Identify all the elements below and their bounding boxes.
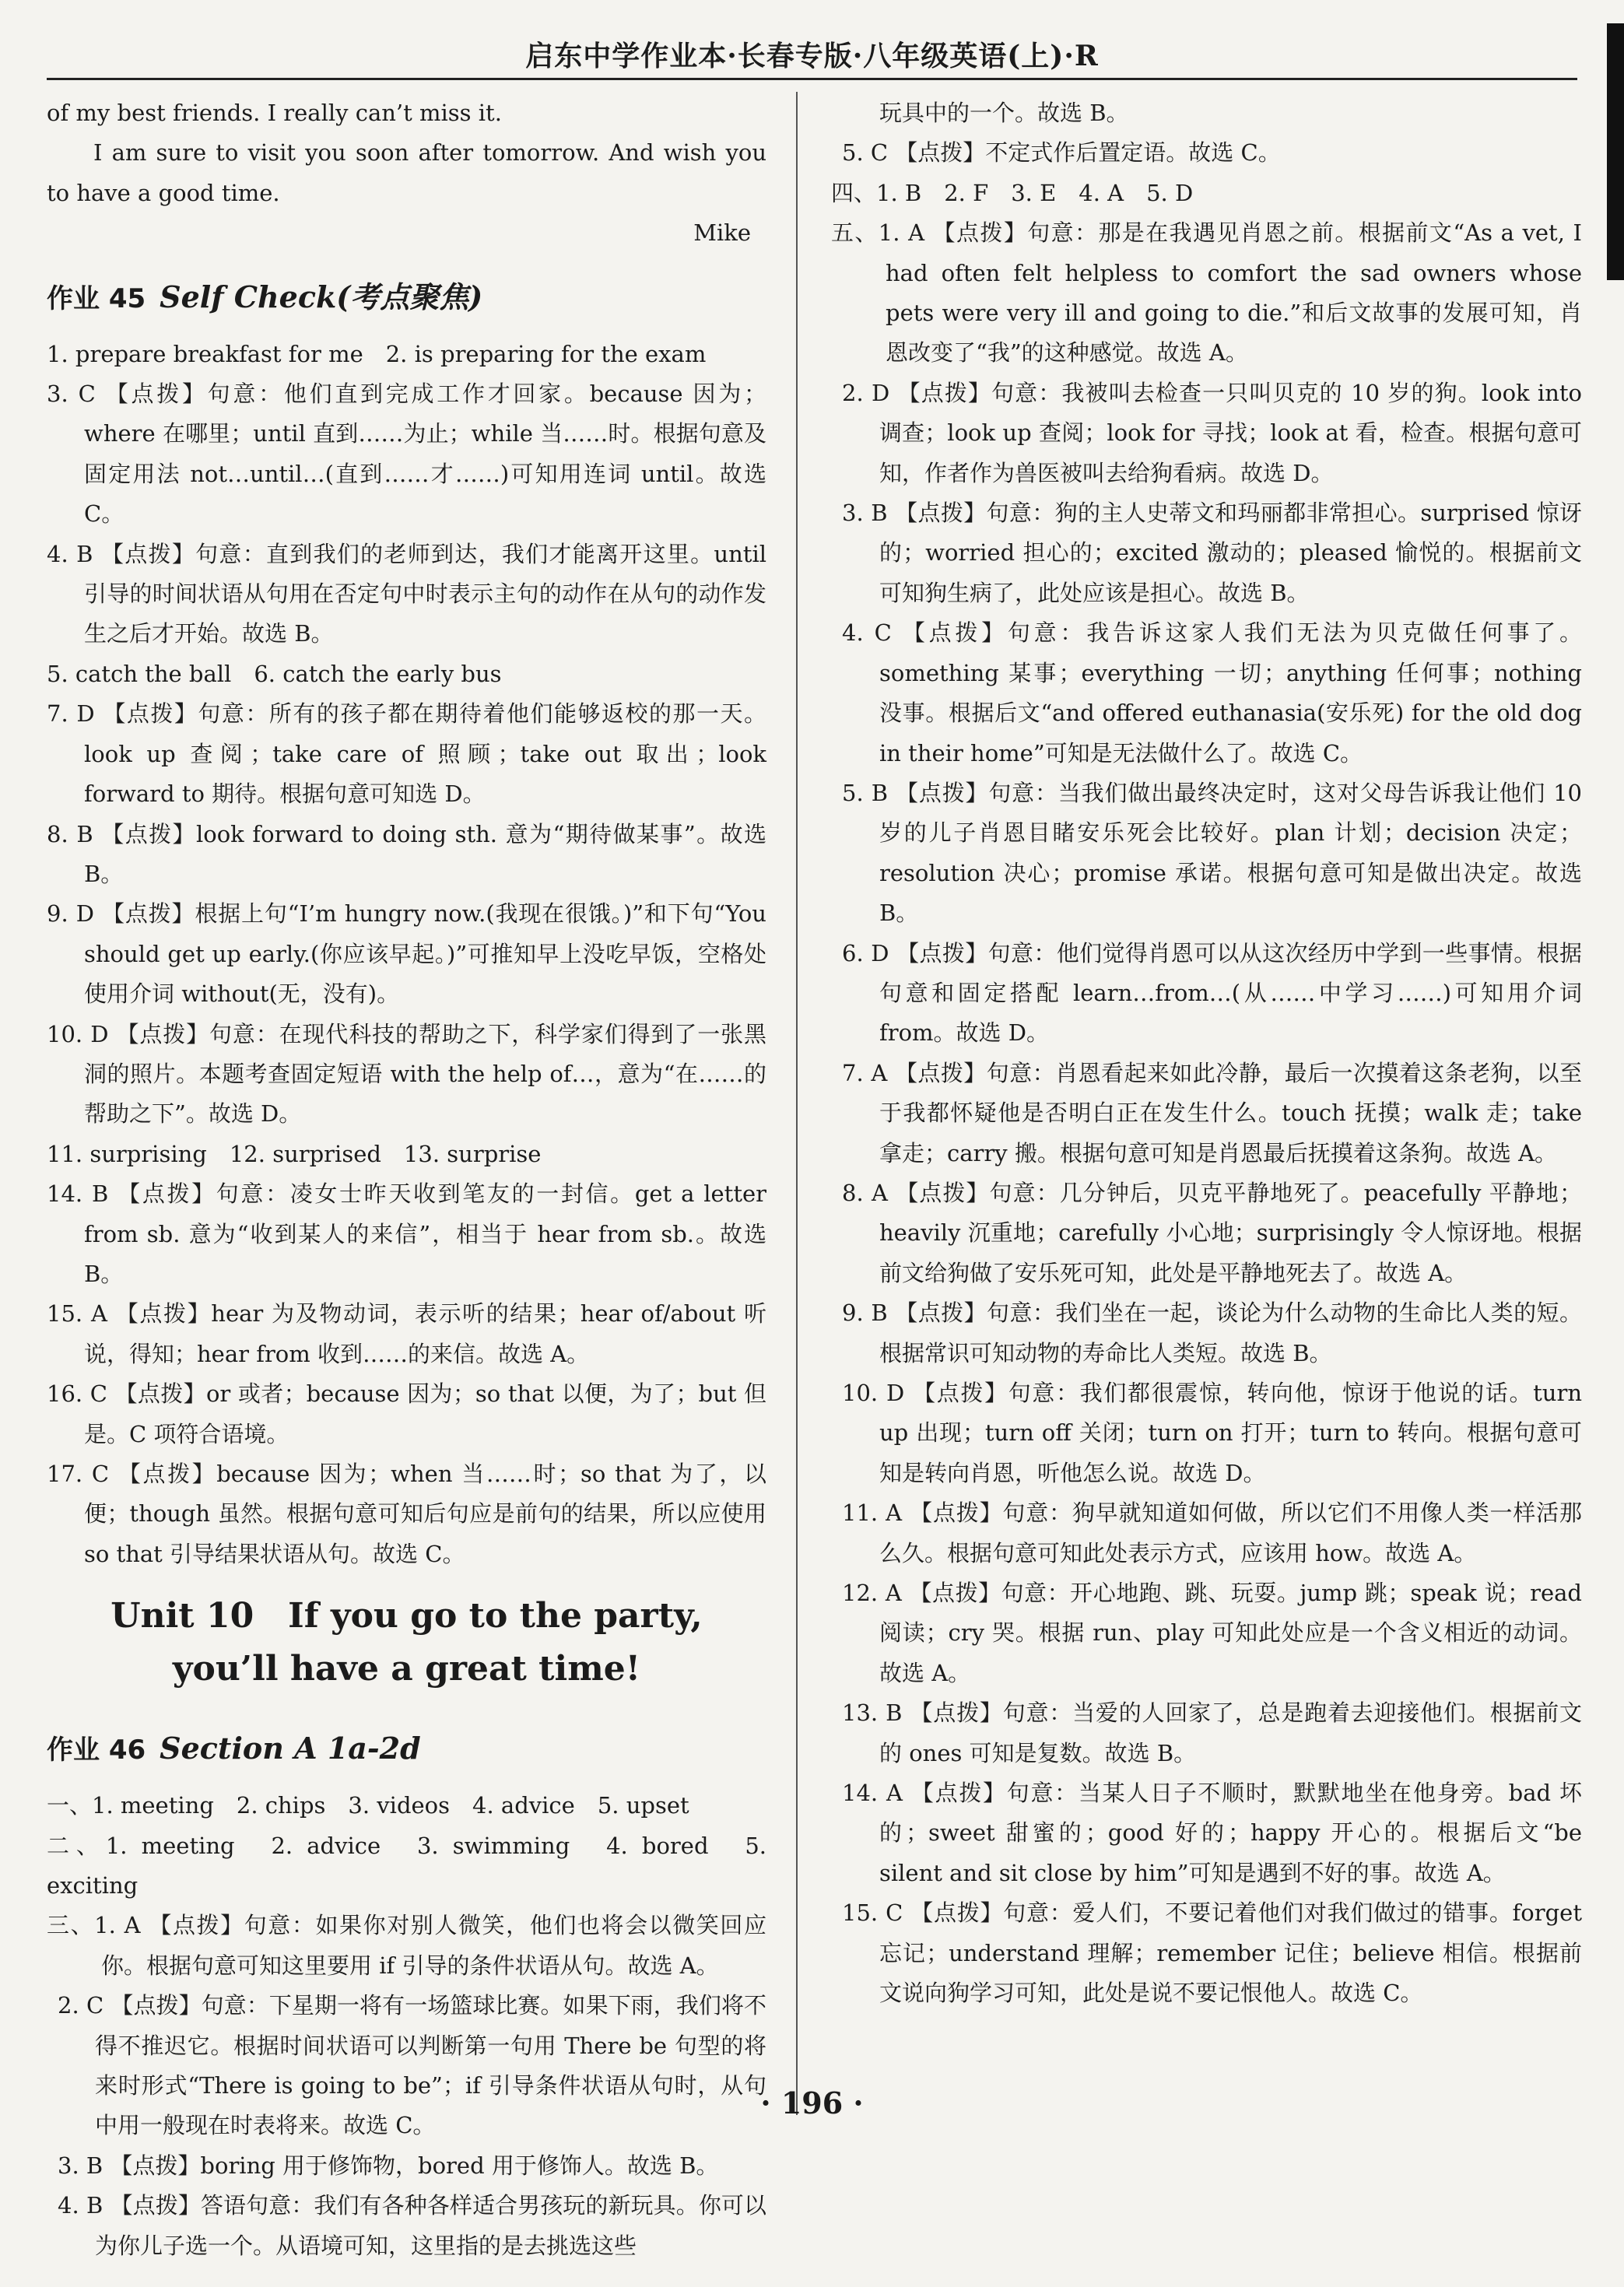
page-header: 启东中学作业本·长春专版·八年级英语(上)·R [525,40,1099,72]
answer-item: 一、1. meeting 2. chips 3. videos 4. advice 5. upset [47,1792,689,1819]
answer-item: 三、1. A 【点拨】句意：如果你对别人微笑，他们也将会以微笑回应你。根据句意可知这里要用 if 引导的条件状语从句。故选 A。 [47,1912,766,1979]
answer-item: 五、1. A 【点拨】句意：那是在我遇见肖恩之前。根据前文“As a vet, I had often felt helpless to comfort the sad owners whose pets were very ill and going to die.”和后文故事的发展可知，肖恩改变了“我”的这种感觉。故选 A。 [831,219,1582,367]
page-edge-bar [1607,23,1624,280]
answer-item: 2. C 【点拨】句意：下星期一将有一场篮球比赛。如果下雨，我们将不得不推迟它。根据时间状语可以判断第一句用 There be 句型的将来时形式“There is going to be”；if 引导条件状语从句时，从句中用一般现在时表将来。故选 C。 [58,1992,766,2139]
right-column [831,93,1582,2014]
answer-item: 4. C 【点拨】句意：我告诉这家人我们无法为贝克做任何事了。something 某事；everything 一切；anything 任何事；nothing 没事。根据后文“and offered euthanasia(安乐死) for the old dog in their home”可知是无法做什么了。故选 C。 [842,619,1582,766]
answer-item: 9. D 【点拨】根据上句“I’m hungry now.(我现在很饿。)”和下句“You should get up early.(你应该早起。)”可推知早上没吃早饭，空格处使用介词 without(无，没有)。 [47,900,766,1008]
section-title: Self Check(考点聚焦) [160,279,483,314]
answer-item: 6. D 【点拨】句意：他们觉得肖恩可以从这次经历中学到一些事情。根据句意和固定搭配 learn…from…(从……中学习……)可知用介词 from。故选 D。 [842,939,1582,1047]
answer-item: 4. B 【点拨】答语句意：我们有各种各样适合男孩玩的新玩具。你可以为你儿子选一个。从语境可知，这里指的是去挑选这些 [58,2192,766,2259]
answer-item: 10. D 【点拨】句意：我们都很震惊，转向他，惊讶于他说的话。turn up 出现；turn off 关闭；turn on 打开；turn to 转向。根据句意可知是转向肖恩，听他怎么说。故选 D。 [842,1380,1582,1486]
answer-item: 二、1. meeting 2. advice 3. swimming 4. bored 5. exciting [47,1832,766,1899]
letter-signature: Mike [693,219,751,247]
left-column [47,93,766,2266]
answer-item: 8. B 【点拨】look forward to doing sth. 意为“期待做某事”。故选 B。 [47,820,766,887]
letter-line: of my best friends. I really can’t miss it. [47,100,502,126]
answer-item: 3. C 【点拨】句意：他们直到完成工作才回家。because 因为；where 在哪里；until 直到……为止；while 当……时。根据句意及固定用法 not…until…(直到……才……)可知用连词 until。故选 C。 [47,381,766,528]
answer-item: 14. B 【点拨】句意：凌女士昨天收到笔友的一封信。get a letter from sb. 意为“收到某人的来信”，相当于 hear from sb.。故选 B。 [47,1180,766,1287]
answer-item: 15. C 【点拨】句意：爱人们，不要记着他们对我们做过的错事。forget 忘记；understand 理解；remember 记住；believe 相信。根据前文说向狗学习可知，此处是说不要记恨他人。故选 C。 [842,1899,1582,2007]
section-heading-hw45 [47,275,766,321]
answer-item: 5. catch the ball 6. catch the early bus [47,660,502,687]
answer-item: 13. B 【点拨】句意：当爱的人回家了，总是跑着去迎接他们。根据前文的 ones 可知是复数。故选 B。 [842,1699,1582,1766]
unit-title [47,1590,766,1696]
answer-item: 14. A 【点拨】句意：当某人日子不顺时，默默地坐在他身旁。bad 坏的；sweet 甜蜜的；good 好的；happy 开心的。根据后文“be silent and sit close by him”可知是遇到不好的事。故选 A。 [842,1780,1582,1886]
answer-item: 12. A 【点拨】句意：开心地跑、跳、玩耍。jump 跳；speak 说；read 阅读；cry 哭。根据 run、play 可知此处应是一个含义相近的动词。故选 A。 [842,1580,1582,1686]
homework-number: 作业 45 [47,282,146,314]
answer-item: 16. C 【点拨】or 或者；because 因为；so that 以便，为了；but 但是。C 项符合语境。 [47,1380,766,1447]
answer-item: 15. A 【点拨】hear 为及物动词，表示听的结果；hear of/about 听说，得知；hear from 收到……的来信。故选 A。 [47,1300,766,1367]
answer-item: 3. B 【点拨】boring 用于修饰物，bored 用于修饰人。故选 B。 [58,2152,719,2179]
page-number: · 196 · [760,2085,864,2120]
answer-item: 10. D 【点拨】句意：在现代科技的帮助之下，科学家们得到了一张黑洞的照片。本题考查固定短语 with the help of…，意为“在……的帮助之下”。故选 D。 [47,1020,766,1128]
answer-item: 7. A 【点拨】句意：肖恩看起来如此冷静，最后一次摸着这条老狗，以至于我都怀疑他是否明白正在发生什么。touch 抚摸；walk 走；take 拿走；carry 搬。根据句意可知是肖恩最后抚摸着这条狗。故选 A。 [842,1059,1582,1166]
unit-title-line: you’ll have a great time! [172,1649,641,1689]
answer-item: 8. A 【点拨】句意：几分钟后，贝克平静地死了。peacefully 平静地；heavily 沉重地；carefully 小心地；surprisingly 令人惊讶地。根据前文给狗做了安乐死可知，此处是平静地死去了。故选 A。 [842,1179,1582,1286]
answer-item: 5. C 【点拨】不定式作后置定语。故选 C。 [842,139,1281,167]
unit-title-line: Unit 10 If you go to the party, [110,1596,703,1636]
answer-item: 4. B 【点拨】句意：直到我们的老师到达，我们才能离开这里。until 引导的时间状语从句用在否定句中时表示主句的动作在从句的动作发生之后才开始。故选 B。 [47,540,766,647]
letter-line: I am sure to visit you soon after tomorrow. And wish you to have a good time. [47,139,766,206]
answer-item: 3. B 【点拨】句意：狗的主人史蒂文和玛丽都非常担心。surprised 惊讶的；worried 担心的；excited 激动的；pleased 愉悦的。根据前文可知狗生病了，此处应该是担心。故选 B。 [842,500,1582,606]
answer-item: 玩具中的一个。故选 B。 [879,100,1129,126]
answer-item: 1. prepare breakfast for me 2. is preparing for the exam [47,340,707,367]
answer-item: 四、1. B 2. F 3. E 4. A 5. D [831,179,1194,206]
section-heading-hw46 [47,1727,766,1772]
answer-item: 9. B 【点拨】句意：我们坐在一起，谈论为什么动物的生命比人类的短。根据常识可知动物的寿命比人类短。故选 B。 [842,1300,1582,1366]
column-divider [796,92,798,2115]
answer-item: 11. surprising 12. surprised 13. surprise [47,1140,542,1167]
answer-item: 11. A 【点拨】句意：狗早就知道如何做，所以它们不用像人类一样活那么久。根据句意可知此处表示方式，应该用 how。故选 A。 [842,1500,1582,1566]
answer-item: 17. C 【点拨】because 因为；when 当……时；so that 为了，以便；though 虽然。根据句意可知后句应是前句的结果，所以应使用 so that 引导结果状语从句。故选 C。 [47,1461,766,1567]
answer-item: 7. D 【点拨】句意：所有的孩子都在期待着他们能够返校的那一天。look up 查阅；take care of 照顾；take out 取出；look forward to 期待。根据句意可知选 D。 [47,700,766,808]
homework-number: 作业 46 [47,1735,146,1766]
section-title: Section A 1a-2d [160,1731,421,1766]
header-rule [47,78,1577,80]
answer-item: 2. D 【点拨】句意：我被叫去检查一只叫贝克的 10 岁的狗。look into 调查；look up 查阅；look for 寻找；look at 看，检查。根据句意可知，作者作为兽医被叫去给狗看病。故选 D。 [842,379,1582,486]
answer-item: 5. B 【点拨】句意：当我们做出最终决定时，这对父母告诉我让他们 10 岁的儿子肖恩目睹安乐死会比较好。plan 计划；decision 决定；resolution 决心；promise 承诺。根据句意可知是做出决定。故选 B。 [842,779,1582,927]
